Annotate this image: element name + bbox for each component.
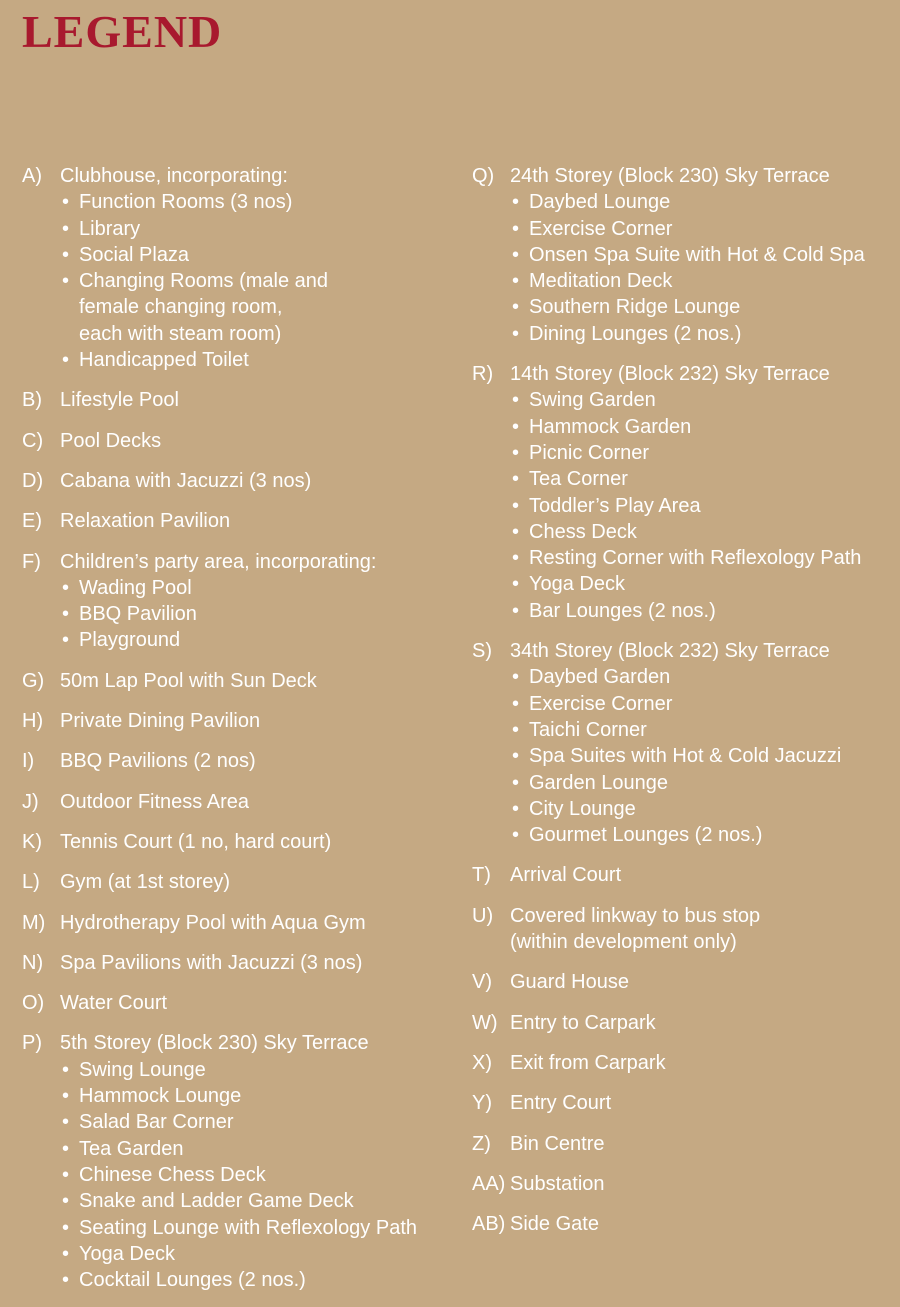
legend-sub-item: • Daybed Lounge <box>510 189 892 215</box>
legend-entry <box>22 468 462 494</box>
legend-entry-letter: T) <box>472 864 491 887</box>
legend-entry <box>22 910 462 936</box>
legend-entry-letter: M) <box>22 911 46 934</box>
legend-entry-label: Exit from Carpark <box>510 1051 666 1074</box>
legend-entry <box>22 950 462 976</box>
legend-entry-letter: D) <box>22 469 44 492</box>
legend-sub-item: • Yoga Deck <box>510 571 892 597</box>
legend-sub-item: • Chinese Chess Deck <box>60 1162 462 1188</box>
legend-sub-item: • Chess Deck <box>510 519 892 545</box>
legend-entry-letter: AB) <box>472 1213 506 1236</box>
legend-entry <box>22 428 462 454</box>
legend-entry-letter: B) <box>22 389 42 412</box>
legend-sub-list <box>510 387 892 624</box>
legend-sub-item: • Dining Lounges (2 nos.) <box>510 321 892 347</box>
legend-sub-item: • Social Plaza <box>60 242 462 268</box>
legend-entry-letter: C) <box>22 429 44 452</box>
legend-sub-item: • Toddler’s Play Area <box>510 493 892 519</box>
legend-entry-label: Lifestyle Pool <box>60 389 179 412</box>
legend-sub-item: • Resting Corner with Reflexology Path <box>510 545 892 571</box>
legend-entry <box>22 829 462 855</box>
legend-entry <box>22 163 462 373</box>
legend-left-column <box>22 163 462 1307</box>
legend-entry <box>472 361 892 624</box>
legend-entry <box>22 549 462 654</box>
legend-sub-item: • Salad Bar Corner <box>60 1109 462 1135</box>
legend-sub-item: • Playground <box>60 627 462 653</box>
legend-sub-list <box>60 189 462 373</box>
legend-sub-item: • Swing Garden <box>510 387 892 413</box>
legend-sub-item: • Spa Suites with Hot & Cold Jacuzzi <box>510 743 892 769</box>
legend-sub-list <box>60 575 462 654</box>
legend-entry <box>472 1090 892 1116</box>
legend-sub-item: • Picnic Corner <box>510 440 892 466</box>
legend-entry-label: Cabana with Jacuzzi (3 nos) <box>60 469 312 492</box>
legend-sub-item: • Handicapped Toilet <box>60 347 462 373</box>
legend-right-column <box>472 163 892 1251</box>
legend-entry-label: Bin Centre <box>510 1132 605 1155</box>
legend-entry-letter: U) <box>472 904 494 927</box>
legend-entry-letter: E) <box>22 510 42 533</box>
legend-sub-item: • Taichi Corner <box>510 717 892 743</box>
legend-sub-item: • Library <box>60 216 462 242</box>
legend-entry-letter: AA) <box>472 1172 506 1195</box>
legend-entry <box>472 638 892 848</box>
legend-sub-item: • Snake and Ladder Game Deck <box>60 1188 462 1214</box>
legend-entry-label: Outdoor Fitness Area <box>60 790 249 813</box>
legend-sub-item: • Seating Lounge with Reflexology Path <box>60 1215 462 1241</box>
legend-sub-list <box>510 664 892 848</box>
legend-entry <box>472 1010 892 1036</box>
legend-entry-letter: H) <box>22 710 44 733</box>
legend-entry <box>22 869 462 895</box>
legend-entry-label: 14th Storey (Block 232) Sky Terrace <box>510 363 830 386</box>
legend-entry-letter: S) <box>472 640 492 663</box>
legend-title: LEGEND <box>22 6 223 57</box>
legend-entry <box>472 969 892 995</box>
legend-sub-item: • Wading Pool <box>60 575 462 601</box>
legend-entry-label: Clubhouse, incorporating: <box>60 165 288 187</box>
legend-entry-letter: V) <box>472 971 492 994</box>
legend-entry-letter: W) <box>472 1011 498 1034</box>
legend-entry-label: Spa Pavilions with Jacuzzi (3 nos) <box>60 951 363 974</box>
legend-entry-letter: A) <box>22 165 42 187</box>
legend-entry <box>22 387 462 413</box>
legend-entry-label: Guard House <box>510 971 629 994</box>
legend-entry-letter: J) <box>22 790 39 813</box>
legend-sub-item: • City Lounge <box>510 796 892 822</box>
legend-entry <box>472 903 892 956</box>
legend-entry-label: Relaxation Pavilion <box>60 510 231 533</box>
legend-sub-item: • Meditation Deck <box>510 268 892 294</box>
legend-entry-label: Children’s party area, incorporating: <box>60 550 377 573</box>
legend-entry <box>472 1131 892 1157</box>
legend-entry-label: 5th Storey (Block 230) Sky Terrace <box>60 1032 369 1055</box>
legend-entry <box>22 990 462 1016</box>
legend-sub-item: each with steam room) <box>79 322 282 345</box>
legend-entry-letter: L) <box>22 871 40 894</box>
legend-sub-item: • Changing Rooms (male and <box>60 268 462 294</box>
legend-entry-letter: Y) <box>472 1092 492 1115</box>
legend-sub-item: • Yoga Deck <box>60 1241 462 1267</box>
legend-sub-item: • Tea Corner <box>510 466 892 492</box>
legend-entry-label: BBQ Pavilions (2 nos) <box>60 750 256 773</box>
legend-entry-label: Side Gate <box>510 1213 599 1236</box>
legend-entry-label: Arrival Court <box>510 864 622 887</box>
legend-sub-list <box>60 1057 462 1294</box>
legend-entry <box>472 1171 892 1197</box>
legend-entry <box>472 163 892 347</box>
legend-entry-letter: P) <box>22 1032 42 1055</box>
legend-entry-label: Entry Court <box>510 1092 612 1115</box>
legend-entry-label: Hydrotherapy Pool with Aqua Gym <box>60 911 366 934</box>
legend-entry-label: 34th Storey (Block 232) Sky Terrace <box>510 640 830 663</box>
legend-entry-letter: O) <box>22 992 45 1015</box>
legend-sub-item: • Daybed Garden <box>510 664 892 690</box>
legend-entry-letter: N) <box>22 951 44 974</box>
legend-sub-item: • Onsen Spa Suite with Hot & Cold Spa <box>510 242 892 268</box>
legend-entry-label: Tennis Court (1 no, hard court) <box>60 830 332 853</box>
legend-entry-letter: X) <box>472 1051 492 1074</box>
legend-entry <box>22 708 462 734</box>
legend-sub-item: • BBQ Pavilion <box>60 601 462 627</box>
legend-entry-letter: Q) <box>472 165 495 187</box>
legend-entry <box>472 862 892 888</box>
legend-entry-label: Private Dining Pavilion <box>60 710 261 733</box>
legend-entry-label: 24th Storey (Block 230) Sky Terrace <box>510 165 830 187</box>
legend-sub-item: • Tea Garden <box>60 1136 462 1162</box>
legend-entry-label: 50m Lap Pool with Sun Deck <box>60 669 317 692</box>
legend-sub-item: • Swing Lounge <box>60 1057 462 1083</box>
legend-entry-letter: Z) <box>472 1132 491 1155</box>
legend-entry <box>22 789 462 815</box>
legend-entry-letter: I) <box>22 750 35 773</box>
legend-sub-item: • Function Rooms (3 nos) <box>60 189 462 215</box>
legend-entry-letter: R) <box>472 363 494 386</box>
legend-entry-letter: G) <box>22 669 45 692</box>
legend-sub-item: • Exercise Corner <box>510 216 892 242</box>
legend-entry <box>22 668 462 694</box>
legend-sub-item: • Hammock Lounge <box>60 1083 462 1109</box>
legend-sub-item: • Hammock Garden <box>510 414 892 440</box>
legend-entry-label: Pool Decks <box>60 429 162 452</box>
legend-entry-label: Gym (at 1st storey) <box>60 871 231 894</box>
legend-entry-letter: F) <box>22 550 41 573</box>
legend-sub-item: • Garden Lounge <box>510 770 892 796</box>
legend-entry-label: Entry to Carpark <box>510 1011 656 1034</box>
legend-entry <box>472 1050 892 1076</box>
legend-sub-list <box>510 189 892 347</box>
legend-entry <box>22 748 462 774</box>
legend-sub-item: • Cocktail Lounges (2 nos.) <box>60 1267 462 1293</box>
legend-sub-item: female changing room, <box>79 296 283 319</box>
legend-entry-label: Covered linkway to bus stop <box>510 904 761 927</box>
legend-sub-item: • Bar Lounges (2 nos.) <box>510 598 892 624</box>
legend-entry <box>472 1211 892 1237</box>
legend-sub-item: • Exercise Corner <box>510 691 892 717</box>
legend-entry-label: Water Court <box>60 992 168 1015</box>
legend-entry <box>22 508 462 534</box>
legend-entry <box>22 1030 462 1293</box>
legend-entry-label: Substation <box>510 1172 605 1195</box>
legend-sub-item: • Southern Ridge Lounge <box>510 294 892 320</box>
legend-entry-letter: K) <box>22 830 42 853</box>
legend-entry-label-continued: (within development only) <box>510 931 737 954</box>
legend-sub-item: • Gourmet Lounges (2 nos.) <box>510 822 892 848</box>
